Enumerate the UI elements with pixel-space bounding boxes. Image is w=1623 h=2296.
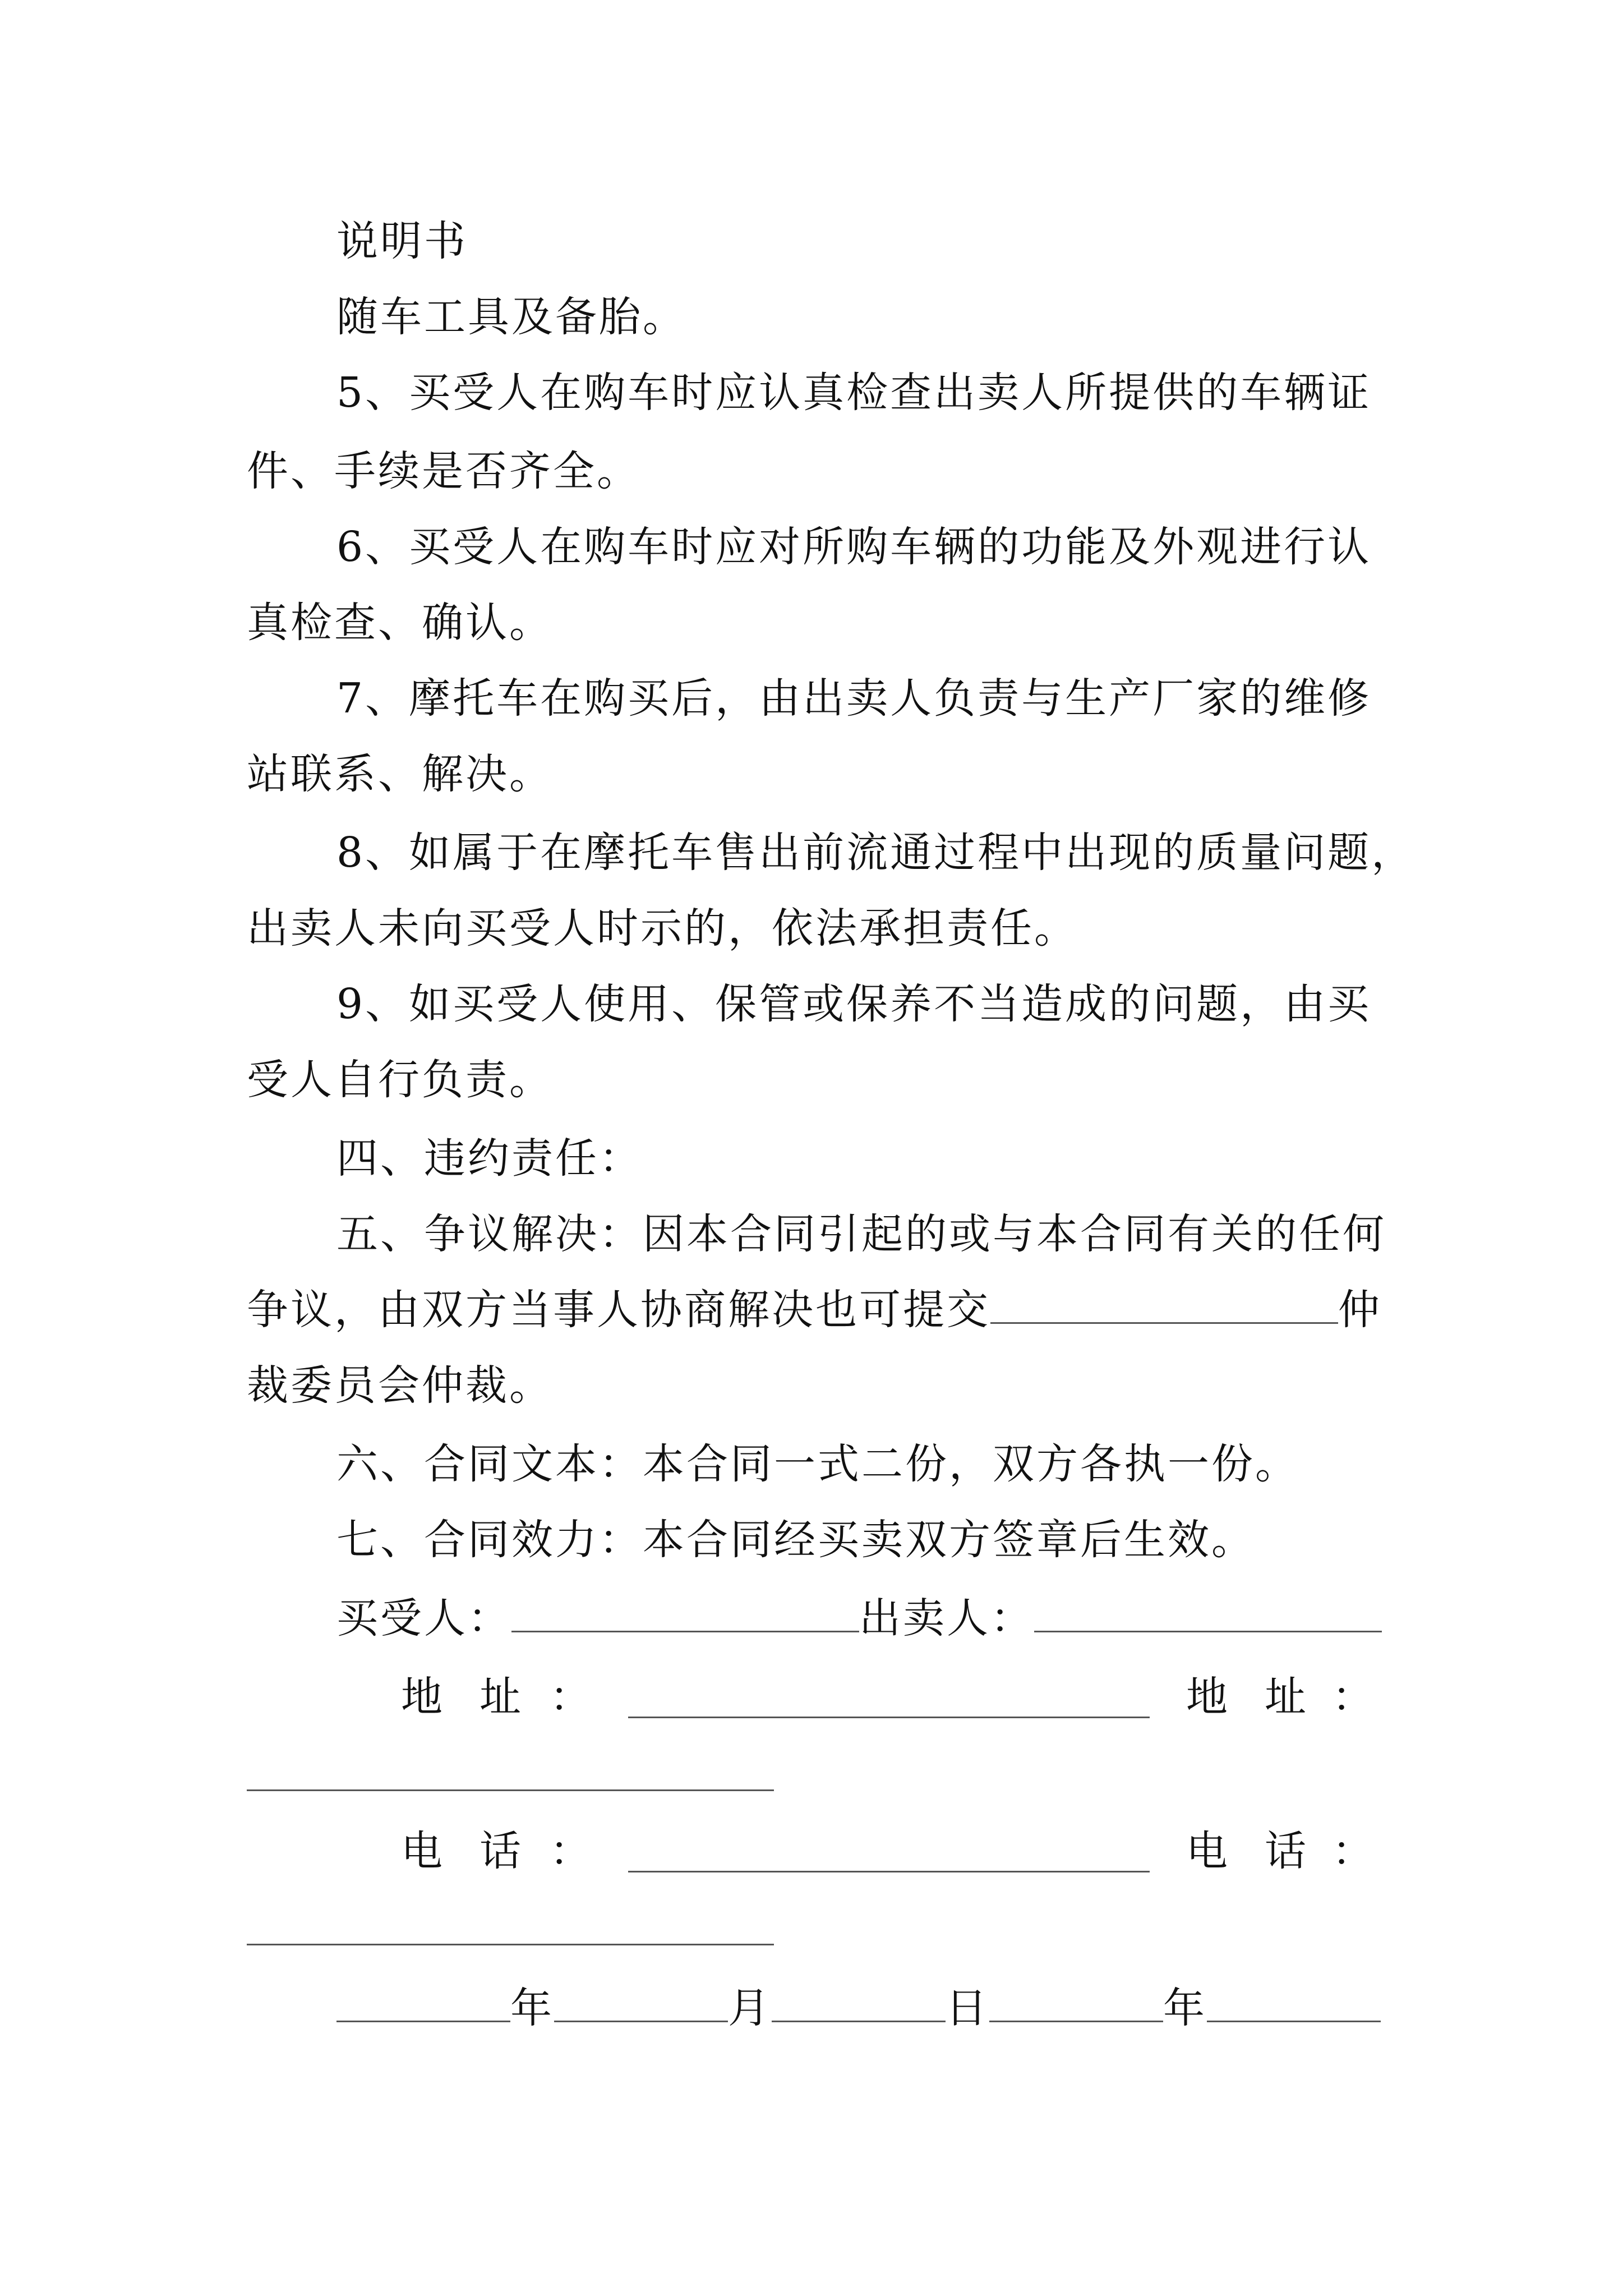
buyer-blank	[511, 1591, 859, 1632]
clause-6-line-1: 6、买受人在购车时应对所购车辆的功能及外观进行认	[336, 523, 1372, 571]
date-blank-2	[554, 1981, 728, 2022]
section-6-line: 六、合同文本：本合同一式二份，双方各执一份。	[336, 1440, 1299, 1488]
clause-8-line-1: 8、如属于在摩托车售出前流通过程中出现的质量问题，	[336, 829, 1415, 877]
clause-5-line-2: 件、手续是否齐全。	[247, 447, 640, 495]
seller-address-char-3: ：	[1332, 1673, 1376, 1721]
section-5-line-1: 五、争议解决：因本合同引起的或与本合同有关的任何	[336, 1210, 1386, 1258]
clause-7-line-2: 站联系、解决。	[247, 750, 553, 798]
date-day: 日	[946, 1984, 989, 2032]
address-char-3: ：	[550, 1673, 593, 1721]
phone-char-2: 话	[479, 1827, 523, 1875]
date-blank-1	[336, 1981, 510, 2022]
buyer-label: 买受人：	[336, 1594, 511, 1642]
seller-address-char-1: 地	[1186, 1673, 1230, 1721]
phone-char-3: ：	[550, 1827, 593, 1875]
section-7-line: 七、合同效力：本合同经买卖双方签章后生效。	[336, 1516, 1255, 1564]
address-char-1: 地	[401, 1673, 445, 1721]
address-char-2: 址	[479, 1673, 523, 1721]
clause-7-line-1: 7、摩托车在购买后，由出卖人负责与生产厂家的维修	[336, 674, 1372, 723]
text-line-manual: 说明书	[336, 217, 468, 265]
seller-address-char-2: 址	[1265, 1673, 1308, 1721]
buyer-address-blank	[628, 1717, 1150, 1718]
clause-9-line-2: 受人自行负责。	[247, 1056, 553, 1104]
arbitration-blank	[990, 1283, 1338, 1324]
seller-address-blank	[247, 1789, 774, 1791]
date-month: 月	[728, 1984, 772, 2032]
party-row	[336, 1590, 1382, 1646]
date-blank-3	[772, 1981, 946, 2022]
clause-9-line-1: 9、如买受人使用、保管或保养不当造成的问题，由买	[336, 980, 1372, 1028]
seller-label: 出卖人：	[859, 1594, 1034, 1642]
clause-8-line-2: 出卖人未向买受人时示的，依法承担责任。	[247, 904, 1078, 953]
date-blank-5	[1207, 1981, 1381, 2022]
seller-blank	[1034, 1591, 1382, 1632]
section-5-line-2	[247, 1282, 1382, 1338]
section-4-heading: 四、违约责任：	[336, 1134, 643, 1182]
date-row	[336, 1980, 1381, 2036]
section-5-line-2-end: 仲	[1338, 1286, 1382, 1334]
clause-5-line-1: 5、买受人在购车时应认真检查出卖人所提供的车辆证	[336, 369, 1372, 417]
seller-phone-char-1: 电	[1186, 1827, 1230, 1875]
seller-phone-char-2: 话	[1265, 1827, 1308, 1875]
date-year-1: 年	[510, 1984, 554, 2032]
text-line-tools: 随车工具及备胎。	[336, 293, 686, 341]
phone-char-1: 电	[401, 1827, 445, 1875]
date-blank-4	[989, 1981, 1163, 2022]
seller-phone-char-3: ：	[1332, 1827, 1376, 1875]
date-year-2: 年	[1163, 1984, 1207, 2032]
seller-phone-blank	[247, 1944, 774, 1945]
section-5-line-3: 裁委员会仲裁。	[247, 1361, 553, 1410]
section-5-line-2-text: 争议，由双方当事人协商解决也可提交	[247, 1286, 990, 1334]
buyer-phone-blank	[628, 1871, 1150, 1872]
clause-6-line-2: 真检查、确认。	[247, 599, 553, 647]
